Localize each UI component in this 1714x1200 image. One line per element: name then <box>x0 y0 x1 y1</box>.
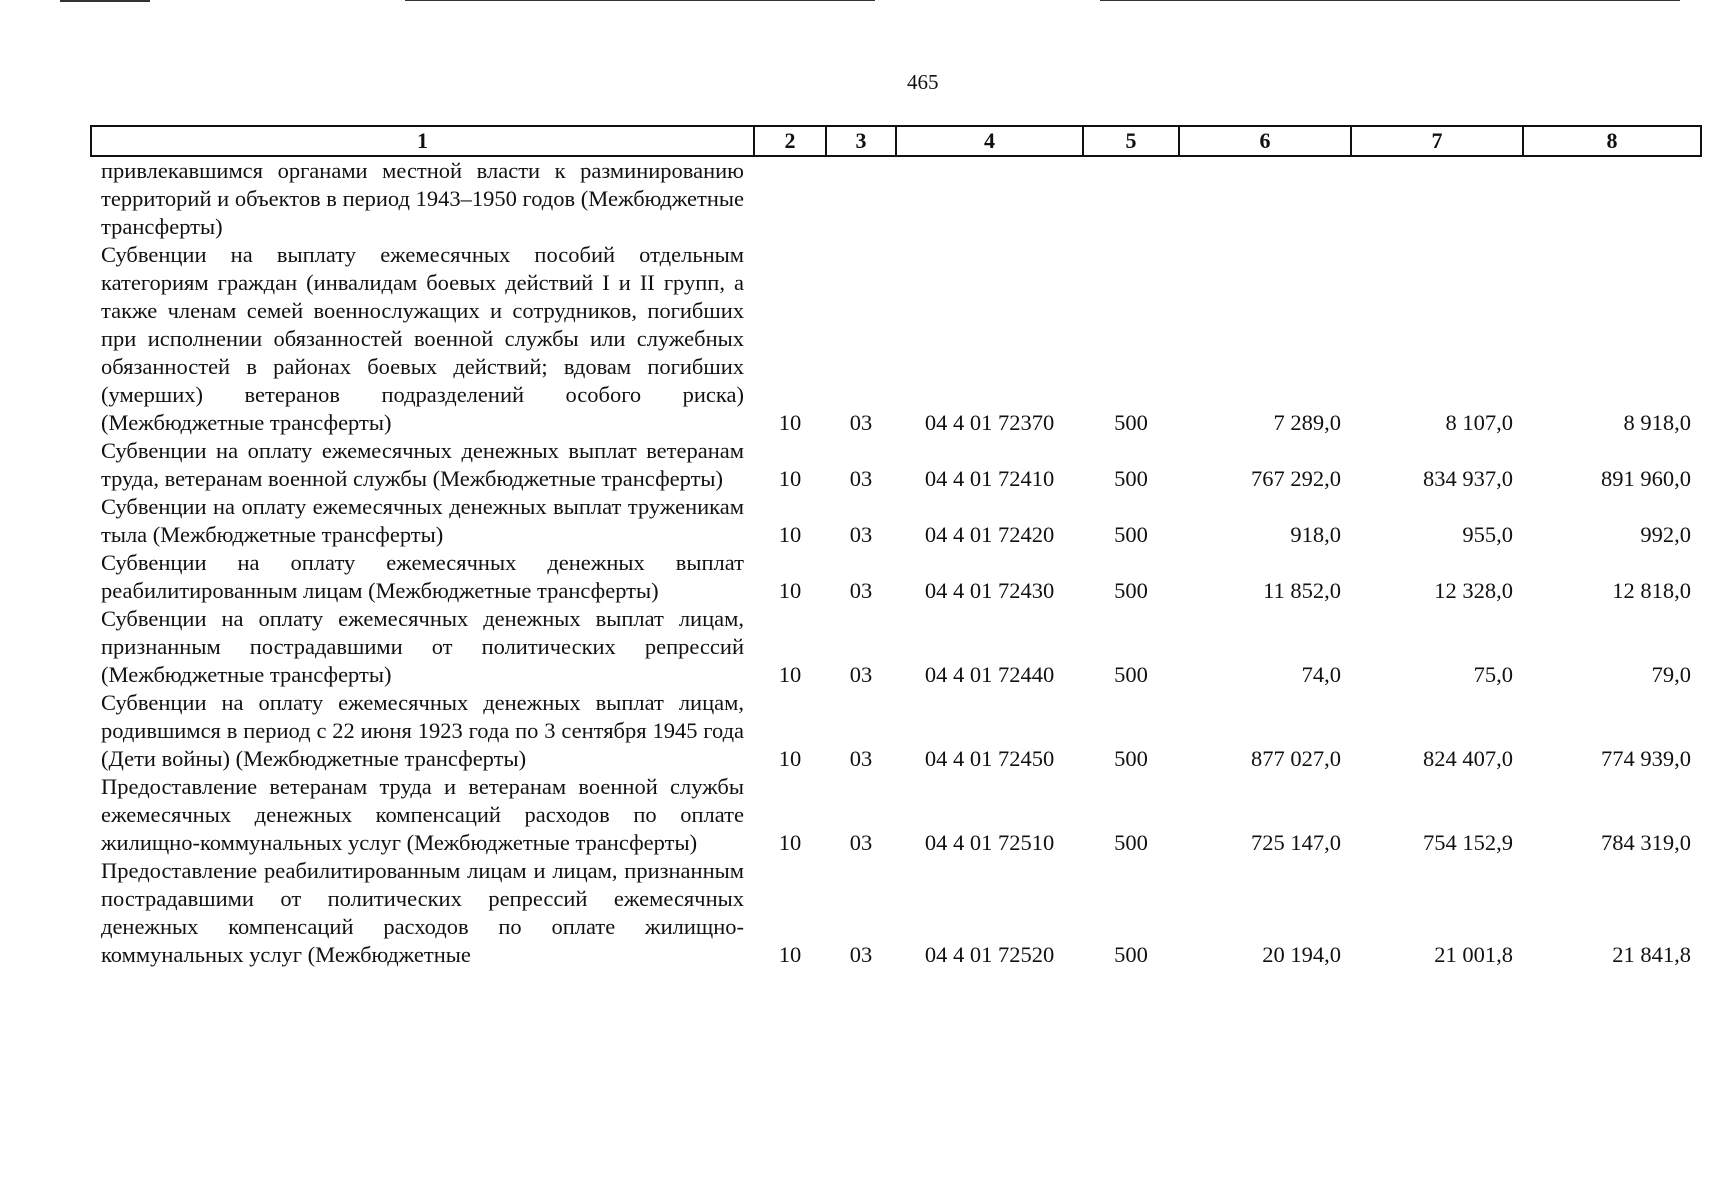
row-description: Субвенции на оплату ежемесячных денежных выплат ветеранам труда, ветеранам военной службы (Межбюджетные трансферты) <box>101 438 744 491</box>
row-section: 10 <box>778 942 802 967</box>
row-target-code: 04 4 01 72420 <box>924 522 1055 547</box>
row-expense-type: 500 <box>1114 578 1148 603</box>
table-row <box>91 605 1701 689</box>
row-section: 10 <box>778 578 802 603</box>
row-amount-col8: 21 841,8 <box>1612 942 1691 967</box>
row-amount-col6: 877 027,0 <box>1251 746 1341 771</box>
row-target-code: 04 4 01 72370 <box>924 410 1055 435</box>
row-expense-type: 500 <box>1114 410 1148 435</box>
row-expense-type: 500 <box>1114 830 1148 855</box>
row-amount-col7: 12 328,0 <box>1434 578 1513 603</box>
row-amount-col7: 955,0 <box>1462 522 1513 547</box>
row-amount-col6: 7 289,0 <box>1273 410 1341 435</box>
row-expense-type: 500 <box>1114 662 1148 687</box>
row-section: 10 <box>778 522 802 547</box>
row-description: Субвенции на оплату ежемесячных денежных выплат лицам, родившимся в период с 22 июня 1923 года по 3 сентября 1945 года (Дети войны) (Межбюджетные трансферты) <box>101 690 744 771</box>
row-amount-col7: 8 107,0 <box>1445 410 1513 435</box>
row-description: Предоставление ветеранам труда и ветеранам военной службы ежемесячных денежных компенсаций расходов по оплате жилищно-коммунальных услуг (Межбюджетные трансферты) <box>101 774 744 855</box>
table-body <box>91 156 1701 969</box>
row-amount-col7: 834 937,0 <box>1423 466 1513 491</box>
row-amount-col6: 767 292,0 <box>1251 466 1341 491</box>
row-amount-col8 <box>1523 156 1701 241</box>
row-subsection: 03 <box>849 522 873 547</box>
row-amount-col8: 12 818,0 <box>1612 578 1691 603</box>
row-amount-col6: 20 194,0 <box>1262 942 1341 967</box>
row-target-code <box>896 156 1083 241</box>
row-amount-col7: 754 152,9 <box>1423 830 1513 855</box>
row-subsection: 03 <box>849 662 873 687</box>
row-section: 10 <box>778 410 802 435</box>
row-subsection: 03 <box>849 830 873 855</box>
row-target-code: 04 4 01 72440 <box>924 662 1055 687</box>
table-header <box>91 126 1701 156</box>
top-rule-right <box>1100 0 1680 1</box>
page-number: 465 <box>907 70 939 94</box>
row-section: 10 <box>778 746 802 771</box>
row-subsection: 03 <box>849 466 873 491</box>
table-row <box>91 493 1701 549</box>
row-expense-type: 500 <box>1114 522 1148 547</box>
row-amount-col8: 774 939,0 <box>1601 746 1691 771</box>
header-col-6: 6 <box>1179 126 1351 156</box>
row-expense-type: 500 <box>1114 942 1148 967</box>
row-section: 10 <box>778 830 802 855</box>
row-amount-col6: 918,0 <box>1290 522 1341 547</box>
row-amount-col8: 79,0 <box>1651 662 1691 687</box>
header-col-1: 1 <box>91 126 754 156</box>
row-subsection: 03 <box>849 942 873 967</box>
table-row <box>91 549 1701 605</box>
top-rule-left <box>60 0 150 2</box>
row-amount-col7: 824 407,0 <box>1423 746 1513 771</box>
budget-table <box>90 125 1702 969</box>
table-row <box>91 156 1701 241</box>
row-amount-col6: 74,0 <box>1301 662 1341 687</box>
row-amount-col6: 725 147,0 <box>1251 830 1341 855</box>
row-section <box>754 156 826 241</box>
header-row <box>91 126 1701 156</box>
row-description: привлекавшимся органами местной власти к разминированию территорий и объектов в период 1943–1950 годов (Межбюджетные трансферты) <box>101 158 744 239</box>
table-row <box>91 689 1701 773</box>
row-subsection <box>826 156 896 241</box>
row-description: Субвенции на оплату ежемесячных денежных выплат труженикам тыла (Межбюджетные трансферты) <box>101 494 744 547</box>
row-target-code: 04 4 01 72430 <box>924 578 1055 603</box>
row-subsection: 03 <box>849 746 873 771</box>
table-row <box>91 437 1701 493</box>
row-expense-type: 500 <box>1114 466 1148 491</box>
row-amount-col6 <box>1179 156 1351 241</box>
row-amount-col8: 8 918,0 <box>1623 410 1691 435</box>
header-col-4: 4 <box>896 126 1083 156</box>
row-amount-col8: 992,0 <box>1640 522 1691 547</box>
header-col-7: 7 <box>1351 126 1523 156</box>
header-col-8: 8 <box>1523 126 1701 156</box>
row-target-code: 04 4 01 72510 <box>924 830 1055 855</box>
row-description: Субвенции на оплату ежемесячных денежных выплат реабилитированным лицам (Межбюджетные трансферты) <box>101 550 744 603</box>
table-row <box>91 857 1701 969</box>
row-subsection: 03 <box>849 578 873 603</box>
row-expense-type <box>1083 156 1179 241</box>
row-description: Предоставление реабилитированным лицам и лицам, признанным пострадавшими от политических репрессий ежемесячных денежных компенсаций расходов по оплате жилищно-коммунальных услуг (Межбюджетные <box>101 858 744 967</box>
row-amount-col8: 784 319,0 <box>1601 830 1691 855</box>
row-expense-type: 500 <box>1114 746 1148 771</box>
top-rule-middle <box>405 0 875 1</box>
header-col-2: 2 <box>754 126 826 156</box>
table-row <box>91 773 1701 857</box>
row-section: 10 <box>778 466 802 491</box>
row-amount-col7 <box>1351 156 1523 241</box>
header-col-3: 3 <box>826 126 896 156</box>
header-col-5: 5 <box>1083 126 1179 156</box>
row-amount-col6: 11 852,0 <box>1263 578 1341 603</box>
row-amount-col7: 21 001,8 <box>1434 942 1513 967</box>
row-amount-col8: 891 960,0 <box>1601 466 1691 491</box>
table-row <box>91 241 1701 437</box>
row-target-code: 04 4 01 72410 <box>924 466 1055 491</box>
row-target-code: 04 4 01 72450 <box>924 746 1055 771</box>
row-target-code: 04 4 01 72520 <box>924 942 1055 967</box>
row-subsection: 03 <box>849 410 873 435</box>
row-description: Субвенции на оплату ежемесячных денежных выплат лицам, признанным пострадавшими от политических репрессий (Межбюджетные трансферты) <box>101 606 744 687</box>
row-description: Субвенции на выплату ежемесячных пособий отдельным категориям граждан (инвалидам боевых действий I и II групп, а также членам семей военнослужащих и сотрудников, погибших при исполнении обязанностей военной службы или служебных обязанностей в районах боевых действий; вдовам погибших (умерших) ветеранов подразделений особого риска) (Межбюджетные трансферты) <box>101 242 744 435</box>
row-section: 10 <box>778 662 802 687</box>
row-amount-col7: 75,0 <box>1473 662 1513 687</box>
